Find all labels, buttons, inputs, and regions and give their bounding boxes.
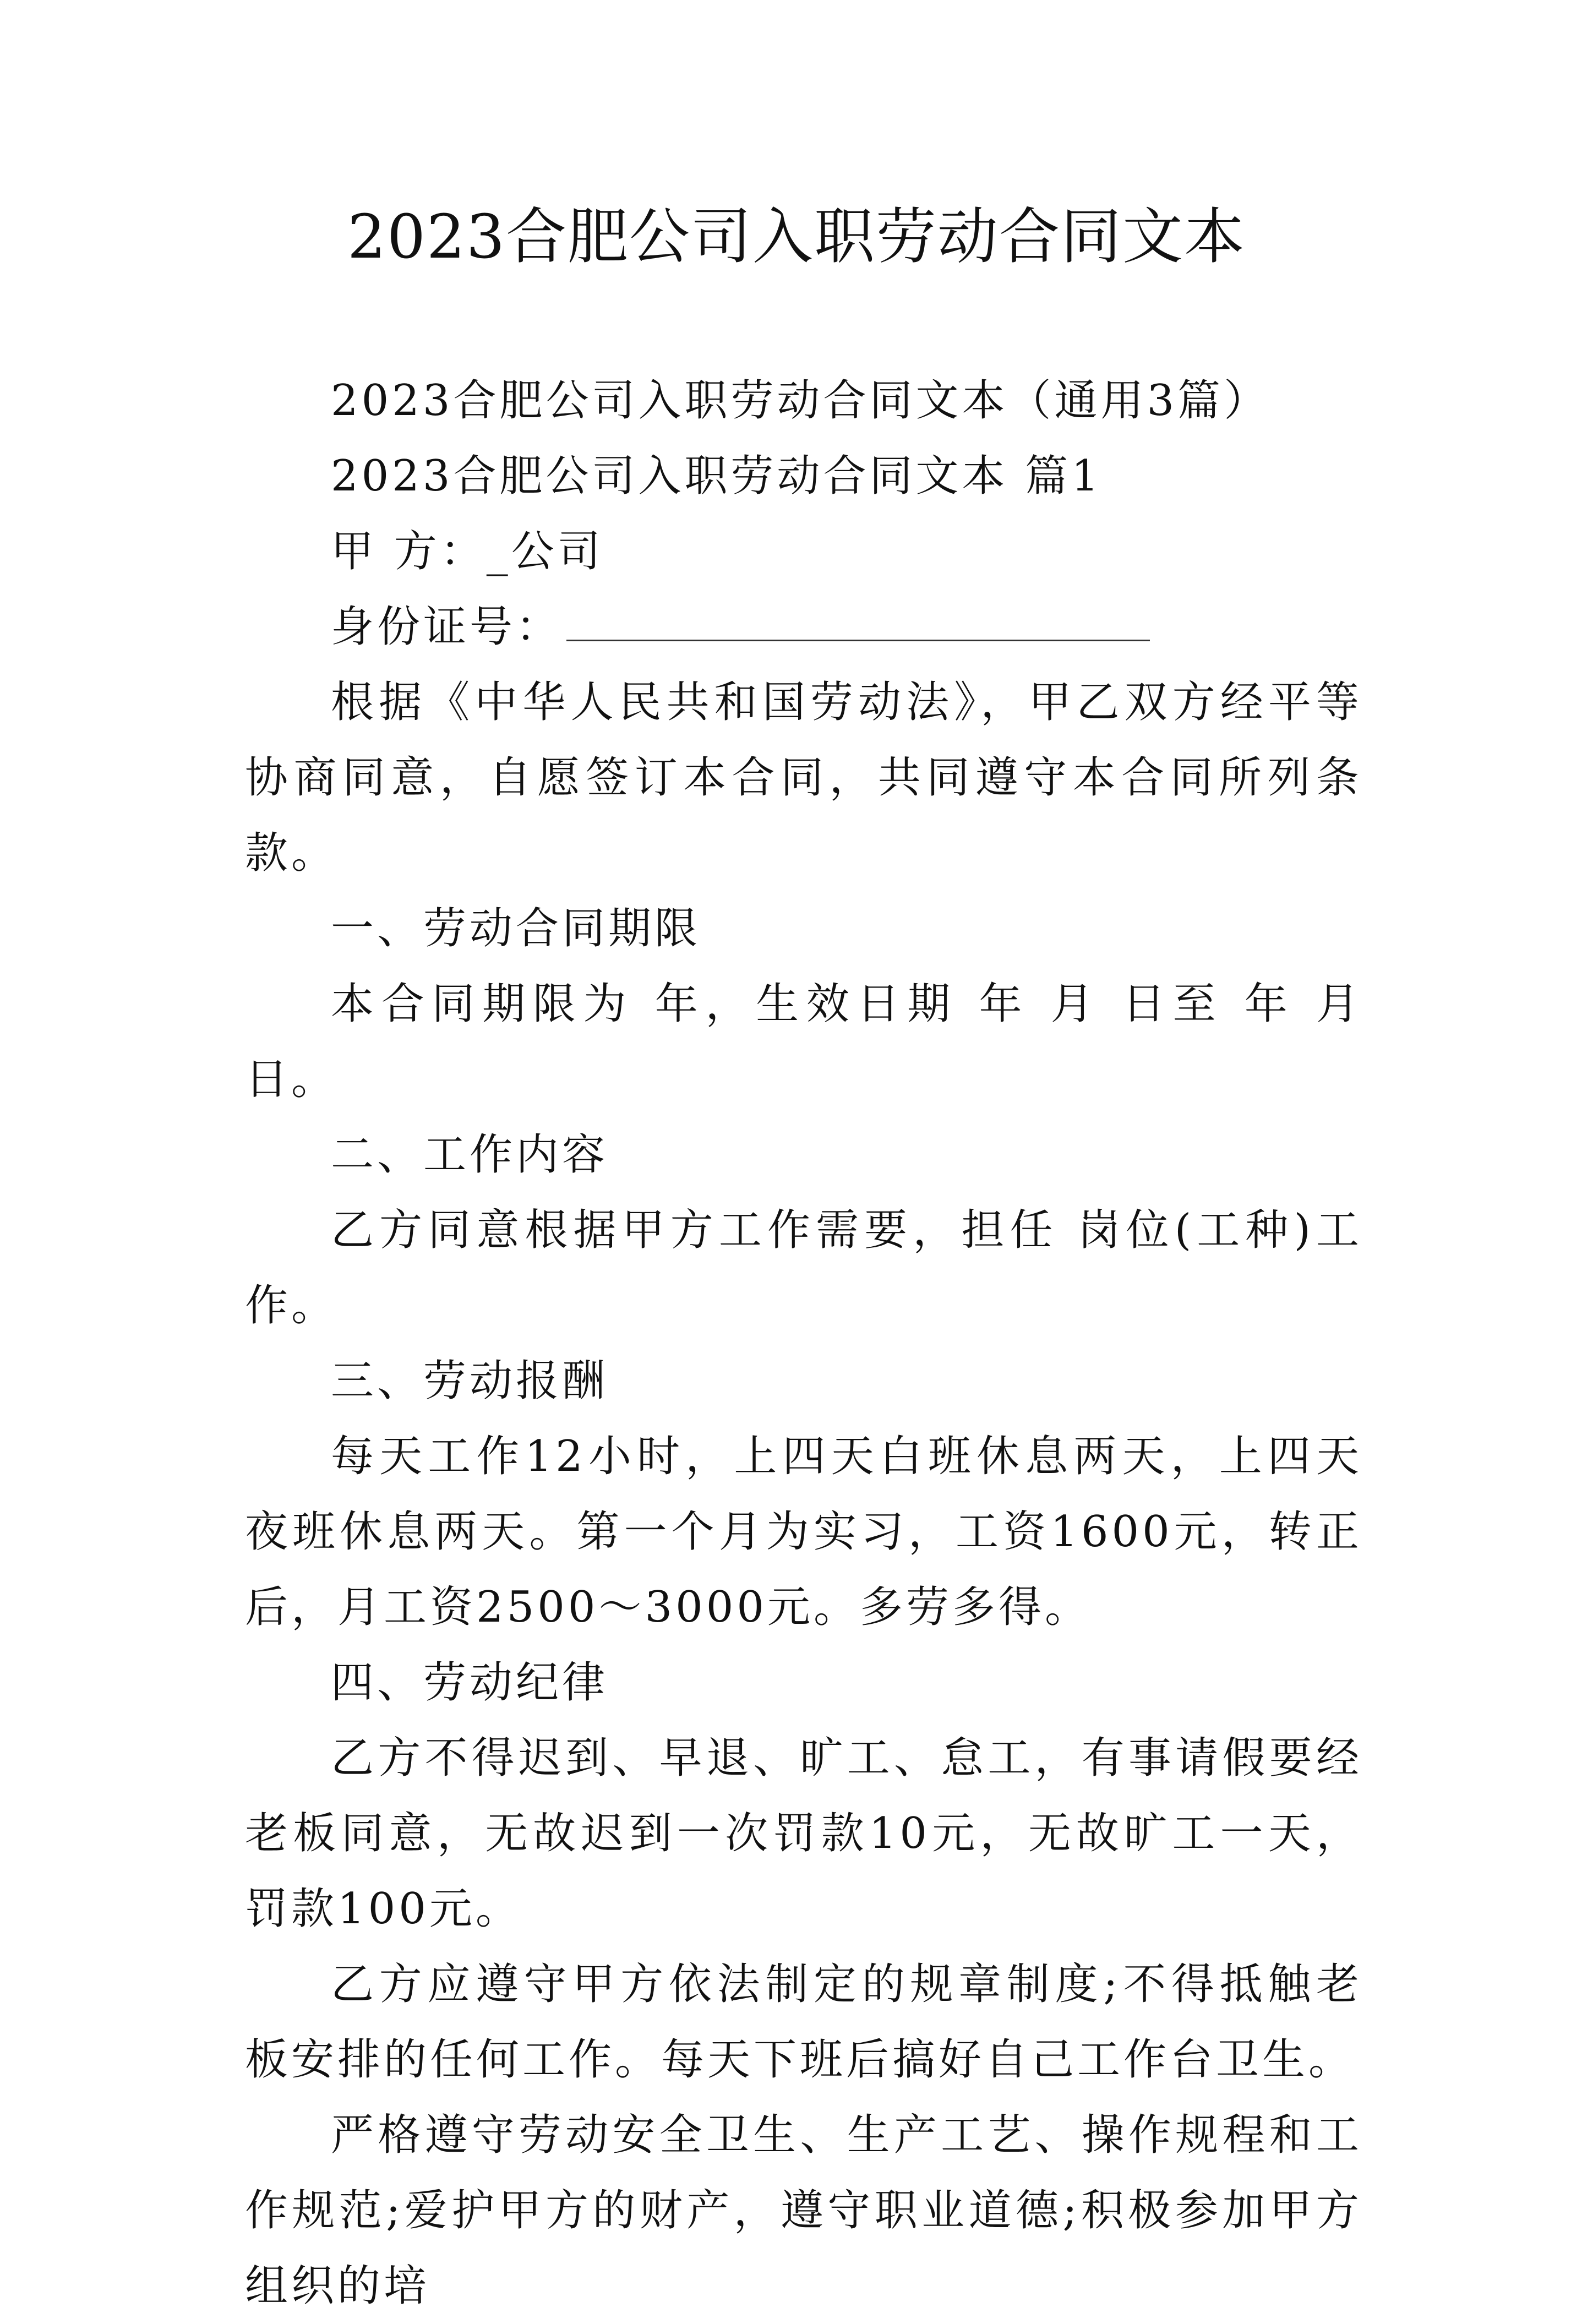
paragraph-subtitle: 2023合肥公司入职劳动合同文本（通用3篇） — [331, 376, 1270, 425]
document-title: 2023合肥公司入职劳动合同文本 — [347, 201, 1246, 272]
paragraph-party-a: 甲 方：_公司 — [331, 527, 604, 576]
paragraph-discipline-2: 乙方应遵守甲方依法制定的规章制度;不得抵触老板安排的任何工作。每天下班后搞好自己工作台卫生。 — [245, 1960, 1362, 2085]
heading-contract-term: 一、劳动合同期限 — [331, 904, 701, 953]
paragraph-preamble: 根据《中华人民共和国劳动法》，甲乙双方经平等协商同意，自愿签订本合同，共同遵守本合同所列条款。 — [245, 678, 1362, 878]
paragraph-contract-term: 本合同期限为 年，生效日期 年 月 日至 年 月 日。 — [245, 979, 1362, 1104]
paragraph-id-number — [245, 590, 1362, 665]
id-number-label: 身份证号： — [331, 602, 563, 652]
paragraph-remuneration: 每天工作12小时，上四天白班休息两天，上四天夜班休息两天。第一个月为实习，工资1600元，转正后，月工资2500～3000元。多劳多得。 — [245, 1432, 1362, 1632]
paragraph-section-heading: 2023合肥公司入职劳动合同文本 篇1 — [331, 451, 1102, 501]
heading-discipline: 四、劳动纪律 — [331, 1658, 609, 1707]
paragraph-job-content: 乙方同意根据甲方工作需要，担任 岗位(工种)工作。 — [245, 1205, 1362, 1330]
paragraph-discipline-1: 乙方不得迟到、早退、旷工、怠工，有事请假要经老板同意，无故迟到一次罚款10元，无故旷工一天，罚款100元。 — [245, 1733, 1362, 1934]
heading-remuneration: 三、劳动报酬 — [331, 1356, 609, 1406]
id-number-blank — [566, 607, 1150, 641]
document-body — [245, 363, 1362, 2324]
paragraph-discipline-3: 严格遵守劳动安全卫生、生产工艺、操作规程和工作规范;爱护甲方的财产，遵守职业道德;积极参加甲方组织的培 — [245, 2110, 1362, 2311]
heading-job-content: 二、工作内容 — [331, 1130, 609, 1180]
